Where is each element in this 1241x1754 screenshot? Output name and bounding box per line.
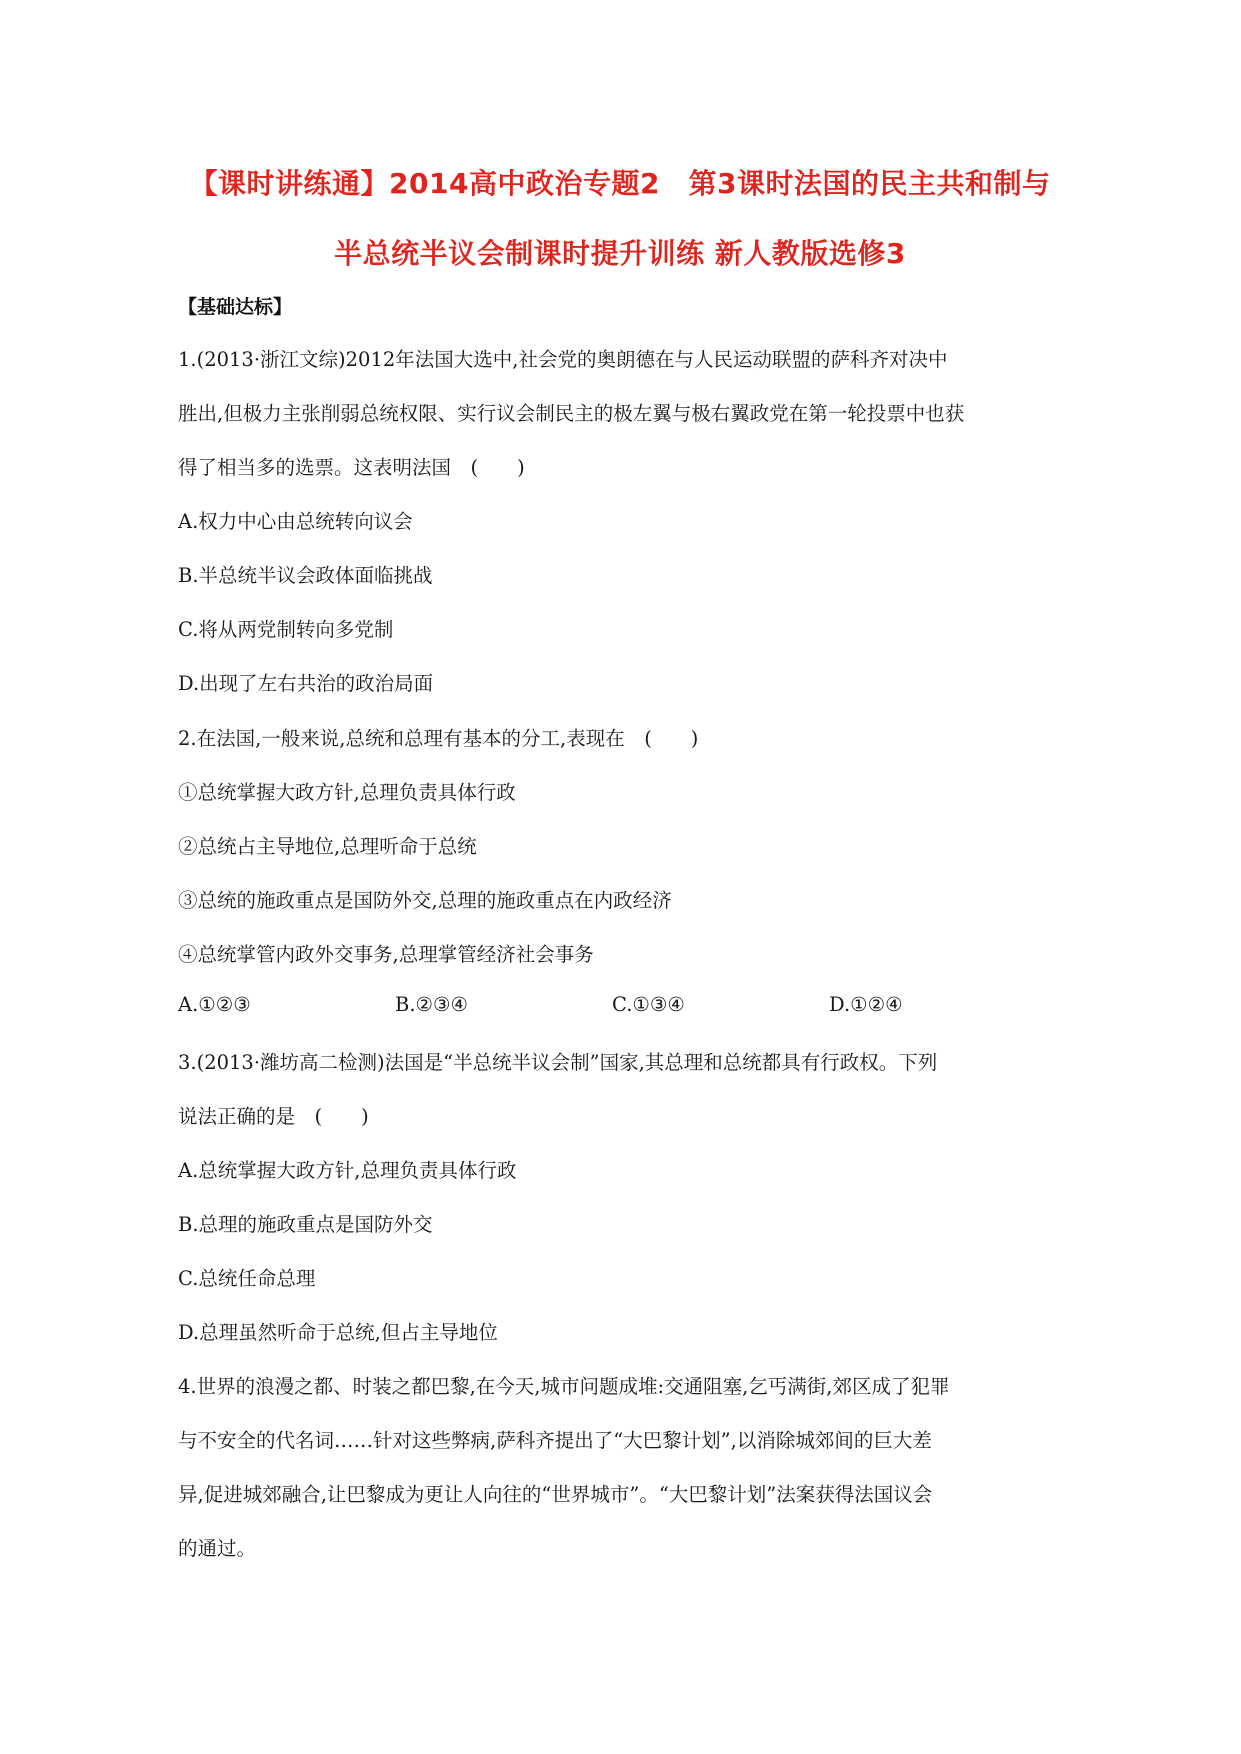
q3-option-b: B.总理的施政重点是国防外交	[178, 1213, 433, 1236]
q4-stem-line-4: 的通过。	[178, 1537, 257, 1560]
q2-option-d: D.①②④	[829, 993, 903, 1016]
q2-option-b: B.②③④	[395, 993, 468, 1016]
q1-stem-line-3: 得了相当多的选票。这表明法国 ( )	[178, 456, 525, 479]
q2-item-1: ①总统掌握大政方针,总理负责具体行政	[178, 781, 516, 804]
q1-stem-line-2: 胜出,但极力主张削弱总统权限、实行议会制民主的极左翼与极右翼政党在第一轮投票中也获	[178, 402, 965, 425]
q2-option-a: A.①②③	[178, 993, 251, 1016]
q1-option-a: A.权力中心由总统转向议会	[178, 510, 413, 533]
q3-option-c: C.总统任命总理	[178, 1267, 316, 1290]
q2-item-3: ③总统的施政重点是国防外交,总理的施政重点在内政经济	[178, 889, 672, 912]
q3-stem-line-1: 3.(2013·潍坊高二检测)法国是“半总统半议会制”国家,其总理和总统都具有行政权。下列	[178, 1051, 938, 1074]
q3-option-d: D.总理虽然听命于总统,但占主导地位	[178, 1321, 498, 1344]
document-title-line-1: 【课时讲练通】2014高中政治专题2 第3课时法国的民主共和制与	[189, 167, 1051, 200]
q1-option-d: D.出现了左右共治的政治局面	[178, 672, 434, 695]
q4-stem-line-2: 与不安全的代名词……针对这些弊病,萨科齐提出了“大巴黎计划”,以消除城郊间的巨大差	[178, 1429, 932, 1452]
q2-option-c: C.①③④	[612, 993, 685, 1016]
q1-option-b: B.半总统半议会政体面临挑战	[178, 564, 433, 587]
document-title-line-2: 半总统半议会制课时提升训练 新人教版选修3	[334, 237, 906, 270]
q4-stem-line-1: 4.世界的浪漫之都、时装之都巴黎,在今天,城市问题成堆:交通阻塞,乞丐满街,郊区成了犯罪	[178, 1375, 950, 1398]
q2-stem: 2.在法国,一般来说,总统和总理有基本的分工,表现在 ( )	[178, 727, 699, 750]
section-heading: 【基础达标】	[178, 296, 293, 318]
q3-stem-line-2: 说法正确的是 ( )	[178, 1105, 369, 1128]
q2-item-4: ④总统掌管内政外交事务,总理掌管经济社会事务	[178, 943, 594, 966]
q3-option-a: A.总统掌握大政方针,总理负责具体行政	[178, 1159, 517, 1182]
q4-stem-line-3: 异,促进城郊融合,让巴黎成为更让人向往的“世界城市”。“大巴黎计划”法案获得法国议会	[178, 1483, 933, 1506]
q2-item-2: ②总统占主导地位,总理听命于总统	[178, 835, 477, 858]
q1-option-c: C.将从两党制转向多党制	[178, 618, 394, 641]
q1-stem-line-1: 1.(2013·浙江文综)2012年法国大选中,社会党的奥朗德在与人民运动联盟的萨科齐对决中	[178, 348, 948, 371]
